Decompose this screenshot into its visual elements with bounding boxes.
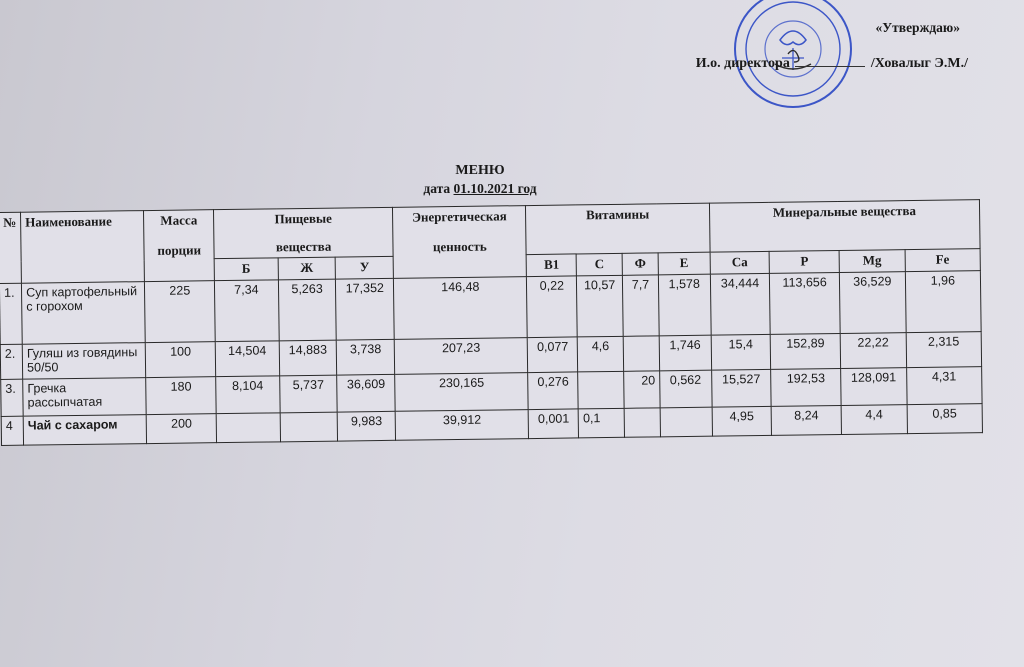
cell-ca: 4,95 [712,406,772,436]
sub-mg: Mg [839,250,905,273]
cell-u: 17,352 [336,278,395,340]
cell-b: 14,504 [215,341,279,377]
sub-ca: Ca [710,251,770,274]
cell-mass: 200 [147,414,217,444]
cell-num: 1. [0,283,22,344]
col-energy [393,206,527,279]
cell-p: 8,24 [771,405,841,435]
date-value: 01.10.2021 год [453,181,537,196]
director-name: /Ховалыг Э.М./ [870,56,968,71]
col-energy-line1: Энергетическая [412,208,507,225]
approval-title: «Утверждаю» [875,20,960,35]
cell-c: 0,1 [578,408,624,438]
cell-energy: 39,912 [395,410,529,441]
cell-fe: 1,96 [905,271,981,333]
cell-ca: 15,527 [711,369,771,407]
cell-b1: 0,001 [529,409,579,439]
cell-e: 1,578 [658,274,711,336]
cell-b: 8,104 [216,376,280,414]
cell-zh: 5,737 [279,375,337,413]
col-vitamins: Витамины [526,203,710,254]
cell-name: Гуляш из говядины 50/50 [22,343,146,380]
menu-title: МЕНЮ [455,163,505,178]
menu-date [0,181,960,197]
cell-b1: 0,077 [528,337,578,373]
cell-fe: 2,315 [906,332,982,368]
col-nutrients-line1: Пищевые [274,210,332,227]
col-mass [144,210,215,282]
cell-p: 113,656 [770,272,840,334]
col-number: № [0,212,22,283]
cell-mg: 4,4 [841,405,907,435]
cell-mass: 180 [146,377,216,415]
cell-e: 0,562 [660,370,712,408]
date-label: дата [423,181,451,196]
cell-energy: 230,165 [395,373,529,412]
sub-c: C [576,253,622,276]
cell-mg: 128,091 [841,368,907,406]
cell-f: 7,7 [623,275,660,336]
col-nutrients-line2: вещества [275,238,332,255]
col-mass-line1: Масса [160,212,198,228]
col-nutrients [214,207,394,258]
cell-num: 2. [0,344,23,379]
cell-c [578,371,624,409]
cell-f [624,408,660,437]
position-label: И.о. директора [695,56,790,71]
cell-num: 4 [1,416,23,445]
cell-zh [280,412,338,442]
cell-b1: 0,22 [527,276,578,338]
sub-fe: Fe [905,249,981,272]
cell-b: 7,34 [214,280,278,342]
cell-u: 36,609 [337,374,395,412]
col-name: Наименование [21,211,145,284]
sub-p: P [769,250,839,273]
cell-ca: 34,444 [710,273,770,335]
col-energy-line2: ценность [432,238,487,255]
cell-name: Чай с сахаром [23,415,147,446]
cell-c: 10,57 [577,275,624,337]
cell-energy: 146,48 [394,277,528,340]
cell-f [623,336,659,371]
sub-e: E [658,252,710,275]
cell-zh: 14,883 [279,340,337,376]
sub-b: Б [214,258,278,281]
cell-mg: 22,22 [840,333,906,369]
cell-num: 3. [1,379,24,416]
cell-u: 3,738 [337,339,395,375]
cell-mass: 100 [146,342,216,378]
document-heading [0,0,960,197]
cell-zh: 5,263 [278,279,337,341]
cell-e: 1,746 [659,335,711,371]
cell-fe: 0,85 [907,404,983,434]
cell-u: 9,983 [338,411,396,441]
cell-p: 152,89 [771,333,841,369]
cell-p: 192,53 [771,368,841,406]
cell-e [660,407,712,437]
sub-u: У [336,256,394,279]
cell-b [216,413,280,443]
cell-b1: 0,276 [528,372,578,410]
cell-fe: 4,31 [906,367,982,405]
menu-table [0,199,983,446]
cell-name: Гречка рассыпчатая [23,378,147,417]
col-minerals: Минеральные вещества [709,200,980,253]
cell-f: 20 [624,371,660,408]
cell-energy: 207,23 [394,338,528,375]
sub-zh: Ж [278,257,336,280]
cell-c: 4,6 [577,336,623,372]
sub-f: Ф [622,253,658,275]
col-mass-line2: порции [157,242,202,258]
sub-b1: B1 [527,254,577,277]
cell-mass: 225 [145,281,215,343]
cell-ca: 15,4 [711,334,771,370]
cell-name: Суп картофельный с горохом [22,282,146,345]
cell-mg: 36,529 [839,272,906,334]
